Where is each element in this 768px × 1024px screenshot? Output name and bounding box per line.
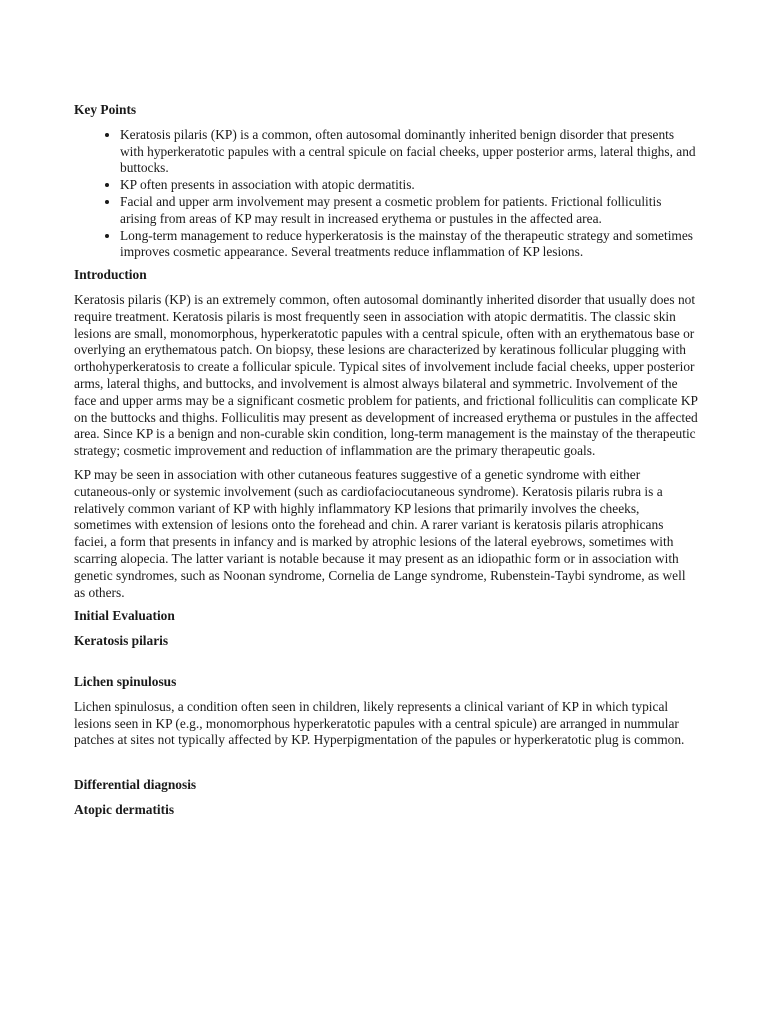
introduction-heading: Introduction xyxy=(74,267,147,283)
key-point-item: • Facial and upper arm involvement may present a cosmetic problem for patients. Frictional folliculitis arising from areas of KP may result in increased erythema or pustules in the affected area. xyxy=(120,194,698,228)
key-point-item: • Keratosis pilaris (KP) is a common, often autosomal dominantly inherited benign disorder that presents with hyperkeratotic papules with a central spicule on facial cheeks, upper posterior arms, lateral thighs, and buttocks. xyxy=(120,127,698,177)
keratosis-pilaris-subheading: Keratosis pilaris xyxy=(74,633,169,649)
differential-diagnosis-heading: Differential diagnosis xyxy=(74,777,197,793)
key-point-item: • KP often presents in association with atopic dermatitis. xyxy=(120,177,698,194)
atopic-dermatitis-subheading: Atopic dermatitis xyxy=(74,801,175,817)
key-points-list xyxy=(74,127,698,261)
lichen-spinulosus-paragraph: Lichen spinulosus, a condition often seen in children, likely represents a clinical variant of KP in which typical lesions seen in KP (e.g., monomorphous hyperkeratotic papules with a central spicule) are arranged in nummular patches at sites not typically affected by KP. Hyperpigmentation of the papules or hyperkeratotic plug is common. xyxy=(74,698,685,748)
introduction-paragraph: KP may be seen in association with other cutaneous features suggestive of a genetic syndrome with either cutaneous-only or systemic involvement (such as cardiofaciocutaneous syndrome). Keratosis pilaris rubra is a relatively common variant of KP with highly inflammatory KP lesions that primarily involves the cheeks, sometimes with extension of lesions onto the forehead and chin. A rarer variant is keratosis pilaris atrophicans faciei, a form that presents in infancy and is marked by atrophic lesions of the lateral eyebrows, sometimes with scarring alopecia. The latter variant is notable because it may present as an idiopathic form or in association with genetic syndromes, such as Noonan syndrome, Cornelia de Lange syndrome, Rubenstein-Taybi syndrome, as well as others. xyxy=(74,466,686,600)
initial-evaluation-heading: Initial Evaluation xyxy=(74,608,175,624)
lichen-spinulosus-heading: Lichen spinulosus xyxy=(74,673,177,689)
key-points-heading: Key Points xyxy=(74,102,137,117)
key-point-item: • Long-term management to reduce hyperkeratosis is the mainstay of the therapeutic strategy and sometimes improves cosmetic appearance. Several treatments reduce inflammation of KP lesions. xyxy=(120,228,698,262)
introduction-paragraph: Keratosis pilaris (KP) is an extremely common, often autosomal dominantly inherited disorder that usually does not require treatment. Keratosis pilaris is most frequently seen in association with atopic dermatitis. The classic skin lesions are small, monomorphous, hyperkeratotic papules with a central spicule, often with an erythematous base or overlying an erythematous patch. On biopsy, these lesions are characterized by keratinous follicular plugging with orthohyperkeratosis to create a follicular spicule. Typical sites of involvement include facial cheeks, upper posterior arms, lateral thighs, and buttocks, and involvement is almost always bilateral and symmetric. Involvement of the face and upper arms may be a significant cosmetic problem for patients, and frictional folliculitis can complicate KP on the buttocks and thighs. Folliculitis may present as development of increased erythema or pustules in the affected area. Since KP is a benign and non-curable skin condition, long-term management is the mainstay of the therapeutic strategy; cosmetic improvement and reduction of inflammation are the primary therapeutic goals. xyxy=(74,291,698,459)
